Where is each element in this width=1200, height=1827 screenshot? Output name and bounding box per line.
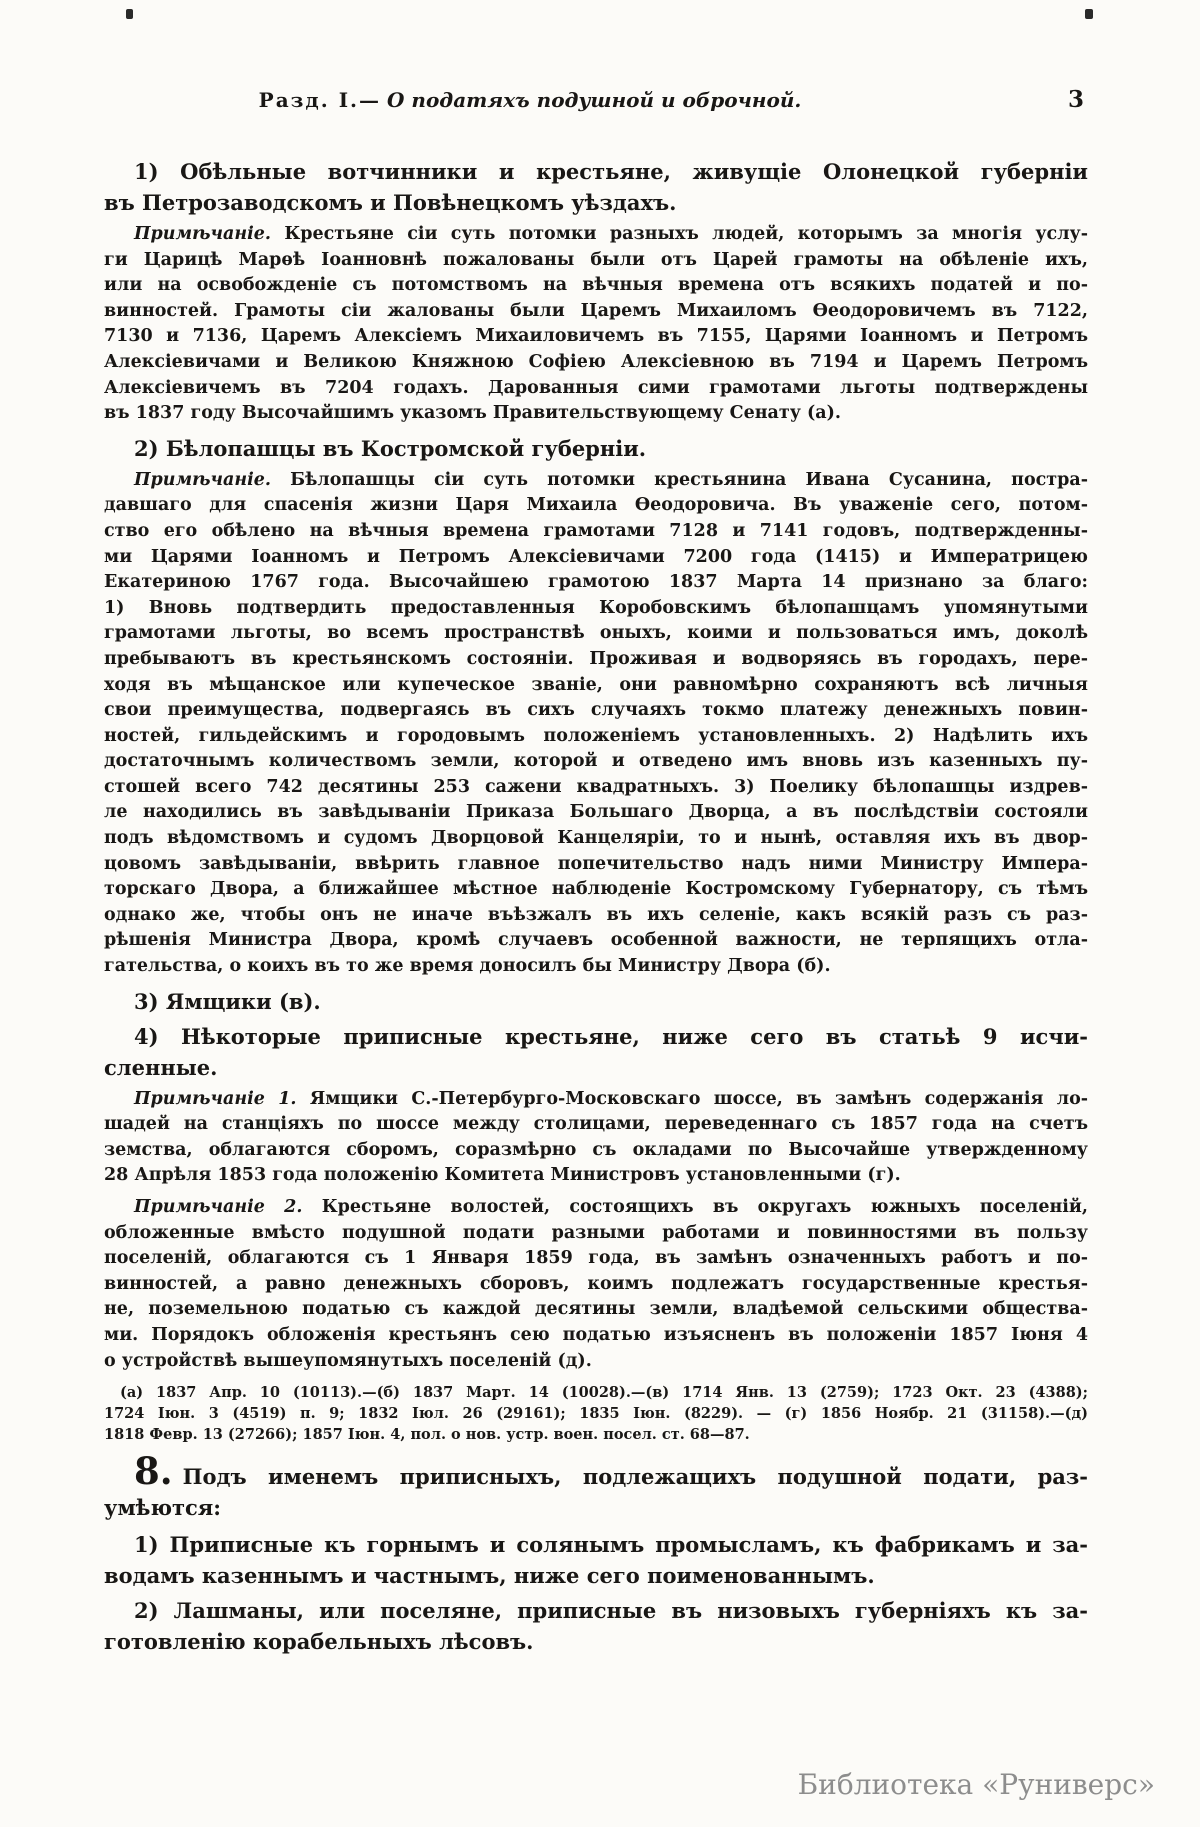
- scan-speck: [1085, 9, 1093, 19]
- footnote-line: 1818 Февр. 13 (27266); 1857 Іюн. 4, пол. о нов. устр. воен. посел. ст. 68—87.: [104, 1426, 750, 1444]
- list-item-3: [104, 986, 1088, 1017]
- footnotes: [104, 1382, 1088, 1445]
- text-line: грамотами льготы, во всемъ пространствѣ оныхъ, коими и пользоваться имъ, доколѣ: [104, 623, 1088, 644]
- note-label: Примѣчаніе 1.: [134, 1088, 297, 1109]
- text-span: Бѣлопашцы сіи суть потомки крестьянина Ивана Сусанина, постра-: [290, 469, 1088, 490]
- text-line: ми. Порядокъ обложенія крестьянъ сею податью изъясненъ въ положеніи 1857 Іюня 4: [104, 1324, 1088, 1345]
- section-label: Разд. I.—: [258, 88, 382, 112]
- text-line: не, поземельною податью съ каждой десятины земли, владѣемой сельскими общества-: [104, 1299, 1088, 1320]
- text-line: водамъ казеннымъ и частнымъ, ниже сего поименованнымъ.: [104, 1563, 875, 1589]
- text-line: стошей всего 742 десятины 253 сажени квадратныхъ. 3) Поелику бѣлопашцы издрев-: [104, 776, 1088, 797]
- text-span: Крестьяне волостей, состоящихъ въ округахъ южныхъ поселеній,: [321, 1197, 1088, 1217]
- text-line: винностей. Грамоты сіи жалованы были Царемъ Михаиломъ Ѳеодоровичемъ въ 7122,: [104, 300, 1088, 321]
- text-line: 4) Нѣкоторые приписные крестьяне, ниже сего въ статьѣ 9 исчи-: [134, 1023, 1088, 1049]
- text-line: Алексіевичемъ въ 7204 годахъ. Дарованныя сими грамотами льготы подтверждены: [104, 377, 1088, 398]
- note-paragraph-2: [104, 468, 1088, 980]
- text-line: подъ вѣдомствомъ и судомъ Дворцовой Канцеляріи, то и нынѣ, оставляя ихъ въ двор-: [104, 828, 1088, 849]
- note-paragraph-1: [104, 222, 1088, 427]
- text-line: земства, облагаются сборомъ, соразмѣрно съ окладами по Высочайше утвержденному: [104, 1139, 1088, 1160]
- running-header: [150, 88, 910, 112]
- text-line: сленные.: [104, 1054, 218, 1080]
- text-line: [104, 1087, 1088, 1113]
- text-line: 3) Ямщики (в).: [134, 988, 321, 1014]
- text-line: шадей на станціяхъ по шоссе между столицами, переведеннаго съ 1857 года на счетъ: [104, 1114, 1088, 1135]
- note-paragraph-3: [104, 1087, 1088, 1189]
- text-column: [104, 152, 1088, 1661]
- text-line: ходя въ мѣщанское или купеческое званіе, они равномѣрно сохраняютъ всѣ личныя: [104, 674, 1088, 695]
- text-line: винностей, а равно денежныхъ сборовъ, коимъ подлежатъ государственные крестья-: [104, 1273, 1088, 1294]
- list-item-4: [104, 1021, 1088, 1083]
- text-line: о устройствѣ вышеупомянутыхъ поселеній (д).: [104, 1350, 592, 1371]
- text-line: [104, 468, 1088, 494]
- text-line: обложенные вмѣсто подушной подати разными работами и повинностями въ пользу: [104, 1222, 1088, 1243]
- text-line: рѣшенія Министра Двора, кромѣ случаевъ особенной важности, не терпящихъ отла-: [104, 930, 1088, 951]
- text-line: готовленію корабельныхъ лѣсовъ.: [104, 1629, 534, 1655]
- text-line: 1) Обѣльные вотчинники и крестьяне, живущіе Олонецкой губерніи: [134, 159, 1088, 184]
- text-line: ми Царями Іоанномъ и Петромъ Алексіевичами 7200 года (1415) и Императрицею: [104, 546, 1088, 567]
- text-line: Алексіевичами и Великою Княжною Софіею Алексіевною въ 7194 и Царемъ Петромъ: [104, 351, 1088, 372]
- text-line: 28 Апрѣля 1853 года положенію Комитета Министровъ установленными (г).: [104, 1165, 901, 1186]
- scan-speck: [126, 9, 133, 19]
- note-label: Примѣчаніе.: [134, 469, 271, 490]
- text-line: гательства, о коихъ въ то же время доносилъ бы Министру Двора (б).: [104, 956, 831, 977]
- article-8: [104, 1449, 1088, 1523]
- text-line: ностей, гильдейскимъ и городовымъ положеніемъ установленныхъ. 2) Надѣлить ихъ: [104, 725, 1088, 746]
- text-line: пребываютъ въ крестьянскомъ состояніи. Проживая и водворяясь въ городахъ, пере-: [104, 648, 1088, 669]
- text-line: торскаго Двора, а ближайшее мѣстное наблюденіе Костромскому Губернатору, съ тѣмъ: [104, 879, 1088, 900]
- text-line: однако же, чтобы онъ не иначе въѣзжалъ въ ихъ селеніе, какъ всякій разъ съ раз-: [104, 904, 1088, 925]
- note-paragraph-4: [104, 1195, 1088, 1374]
- list-item-8-2: [104, 1595, 1088, 1657]
- text-line: достаточнымъ количествомъ земли, которой и отведено имъ вновь изъ казенныхъ пу-: [104, 751, 1088, 772]
- text-line: [104, 222, 1088, 248]
- list-item-8-1: [104, 1529, 1088, 1591]
- footnote-line: (а) 1837 Апр. 10 (10113).—(б) 1837 Март. 14 (10028).—(в) 1714 Янв. 13 (2759); 1723 Окт. 23 (4388);: [120, 1384, 1088, 1402]
- note-label: Примѣчаніе.: [134, 224, 271, 244]
- text-line: [104, 1195, 1088, 1221]
- text-line: 1) Приписные къ горнымъ и солянымъ промысламъ, къ фабрикамъ и за-: [134, 1532, 1088, 1558]
- page-number: 3: [1067, 86, 1084, 113]
- list-item-2: [104, 433, 1088, 464]
- text-line: Екатериною 1767 года. Высочайшею грамотою 1837 Марта 14 признано за благо:: [104, 572, 1088, 593]
- text-line: свои преимущества, подвергаясь въ сихъ случаяхъ токмо платежу денежныхъ повин-: [104, 700, 1088, 721]
- text-line: 1) Вновь подтвердить предоставленныя Коробовскимъ бѣлопашцамъ упомянутыми: [104, 597, 1088, 618]
- chapter-title: О податяхъ подушной и оброчной.: [387, 88, 802, 112]
- text-line: ство его обѣлено на вѣчныя времена грамотами 7128 и 7141 годовъ, подтвержденны-: [104, 520, 1088, 541]
- text-line: въ 1837 году Высочайшимъ указомъ Правительствующему Сенату (а).: [104, 403, 842, 424]
- text-line: поселеній, облагаются съ 1 Января 1859 года, въ замѣнъ означенныхъ работъ и по-: [104, 1248, 1088, 1269]
- library-watermark: Библиотека «Руниверс»: [797, 1768, 1155, 1801]
- text-line: умѣются:: [104, 1495, 222, 1521]
- text-span: Подъ именемъ приписныхъ, подлежащихъ подушной подати, раз-: [182, 1464, 1088, 1490]
- article-number: 8.: [134, 1449, 173, 1494]
- text-span: Ямщики С.-Петербурго-Московскаго шоссе, въ замѣнъ содержанія ло-: [309, 1088, 1088, 1109]
- text-line: 2) Лашманы, или поселяне, приписные въ низовыхъ губерніяхъ къ за-: [134, 1598, 1088, 1624]
- text-line: 7130 и 7136, Царемъ Алексіемъ Михаиловичемъ въ 7155, Царями Іоанномъ и Петромъ: [104, 326, 1088, 347]
- text-line: давшаго для спасенія жизни Царя Михаила Ѳеодоровича. Въ уваженіе сего, потом-: [104, 495, 1088, 516]
- footnote-line: 1724 Іюн. 3 (4519) п. 9; 1832 Іюл. 26 (29161); 1835 Іюн. (8229). — (г) 1856 Ноябр. 21 (31158).—(д): [104, 1405, 1088, 1423]
- text-span: Крестьяне сіи суть потомки разныхъ людей, которымъ за многія услу-: [284, 224, 1089, 244]
- list-item-1: [104, 156, 1088, 218]
- text-line: ле находились въ завѣдываніи Приказа Большаго Дворца, а въ послѣдствіи состояли: [104, 802, 1088, 823]
- text-line: цовомъ завѣдываніи, ввѣрить главное попечительство надъ ними Министру Импера-: [104, 853, 1088, 874]
- text-line: въ Петрозаводскомъ и Повѣнецкомъ уѣздахъ.: [104, 190, 677, 215]
- text-line: ги Царицѣ Марѳѣ Іоанновнѣ пожалованы были отъ Царей грамоты на обѣленіе ихъ,: [104, 249, 1088, 270]
- text-line: или на освобожденіе съ потомствомъ на вѣчныя времена отъ всякихъ податей и по-: [104, 275, 1088, 296]
- note-label: Примѣчаніе 2.: [134, 1197, 303, 1217]
- text-line: 2) Бѣлопашцы въ Костромской губерніи.: [134, 435, 647, 461]
- text-line: [104, 1449, 1088, 1494]
